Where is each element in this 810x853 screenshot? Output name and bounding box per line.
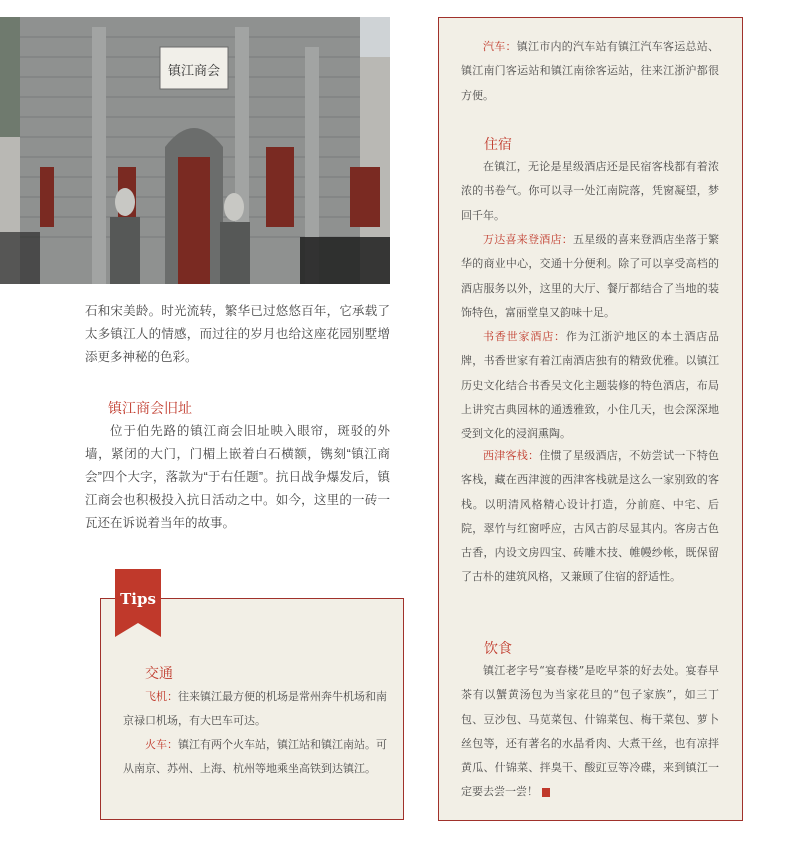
train-paragraph: [123, 733, 387, 781]
wanda-paragraph: [461, 228, 719, 325]
xijin-text: 住惯了星级酒店，不妨尝试一下特色客栈，藏在西津渡的西津客栈就是这么一家别致的客栈。以明清风格精心设计打造，分前庭、中宅、后院，翠竹与红窗呼应，古风古韵尽显其内。客房古色古香，内设文房四宝、砖雕木技、帷幔纱帐，既保留了古朴的建筑风格，又兼顾了住宿的舒适性。: [461, 449, 719, 584]
bus-paragraph: [461, 35, 719, 108]
building-photo: [0, 17, 390, 284]
train-text: 镇江有两个火车站，镇江站和镇江南站。可从南京、苏州、上海、杭州等地乘坐高铁到达镇江。: [123, 738, 387, 775]
end-mark-icon: [542, 788, 550, 797]
train-label: 火车：: [145, 738, 178, 751]
shuxiang-text: 作为江浙沪地区的本土酒店品牌，书香世家有着江南酒店独有的精致优雅。以镇江历史文化结合书香吴文化主题装修的特色酒店，布局上讲究古典园林的通透雅致，小住几天，也会深深地受到文化的浸润熏陶。: [461, 330, 720, 441]
wanda-text: 五星级的喜来登酒店坐落于繁华的商业中心，交通十分便利。除了可以享受高档的酒店服务以外，这里的大厅、餐厅都结合了当地的装饰特色，富丽堂皇又韵味十足。: [461, 233, 719, 319]
traffic-title: 交通: [145, 666, 173, 682]
section-title: 镇江商会旧址: [108, 401, 192, 417]
bus-text: 镇江市内的汽车站有镇江汽车客运总站、镇江南门客运站和镇江南徐客运站，往来江浙沪都很方便。: [461, 40, 719, 102]
section-paragraph: 位于伯先路的镇江商会旧址映入眼帘，斑驳的外墙，紧闭的大门，门楣上嵌着白石横额，镌刻“镇江商会”四个大字，落款为“于右任题”。抗日战争爆发后，镇江商会也积极投入抗日活动之中。如今，这里的一砖一瓦还在诉说着当年的故事。: [85, 424, 390, 530]
shuxiang-label: 书香世家酒店：: [483, 330, 566, 343]
wanda-label: 万达喜来登酒店：: [483, 233, 573, 246]
intro-paragraph: 石和宋美龄。时光流转，繁华已过悠悠百年，它承载了太多镇江人的情感，而过往的岁月也给这座花园别墅增添更多神秘的色彩。: [85, 304, 390, 364]
plane-paragraph: [123, 685, 387, 733]
shuxiang-paragraph: [461, 325, 719, 446]
plaque-text: 镇江商会: [167, 64, 221, 79]
bus-label: 汽车：: [483, 40, 517, 53]
food-title: 饮食: [484, 641, 512, 657]
food-paragraph: [461, 659, 719, 805]
stay-intro: 在镇江，无论是星级酒店还是民宿客栈都有着浓浓的书卷气。你可以寻一处江南院落，凭窗凝望，梦回千年。: [461, 160, 719, 222]
tips-badge: Tips: [120, 590, 156, 608]
plane-label: 飞机：: [145, 690, 178, 703]
plane-text: 往来镇江最方便的机场是常州奔牛机场和南京禄口机场，有大巴车可达。: [123, 690, 387, 727]
stay-title: 住宿: [484, 137, 512, 153]
food-text: 镇江老字号“宴春楼”是吃早茶的好去处。宴春早茶有以蟹黄汤包为当家花旦的“包子家族”，如三丁包、豆沙包、马苋菜包、什锦菜包、梅干菜包、萝卜丝包等，还有著名的水晶肴肉、大煮干丝，也有凉拌黄瓜、什锦菜、拌臭干、酸豇豆等冷碟，来到镇江一定要去尝一尝！: [461, 664, 719, 799]
xijin-label: 西津客栈：: [483, 449, 540, 462]
xijin-paragraph: [461, 444, 719, 590]
